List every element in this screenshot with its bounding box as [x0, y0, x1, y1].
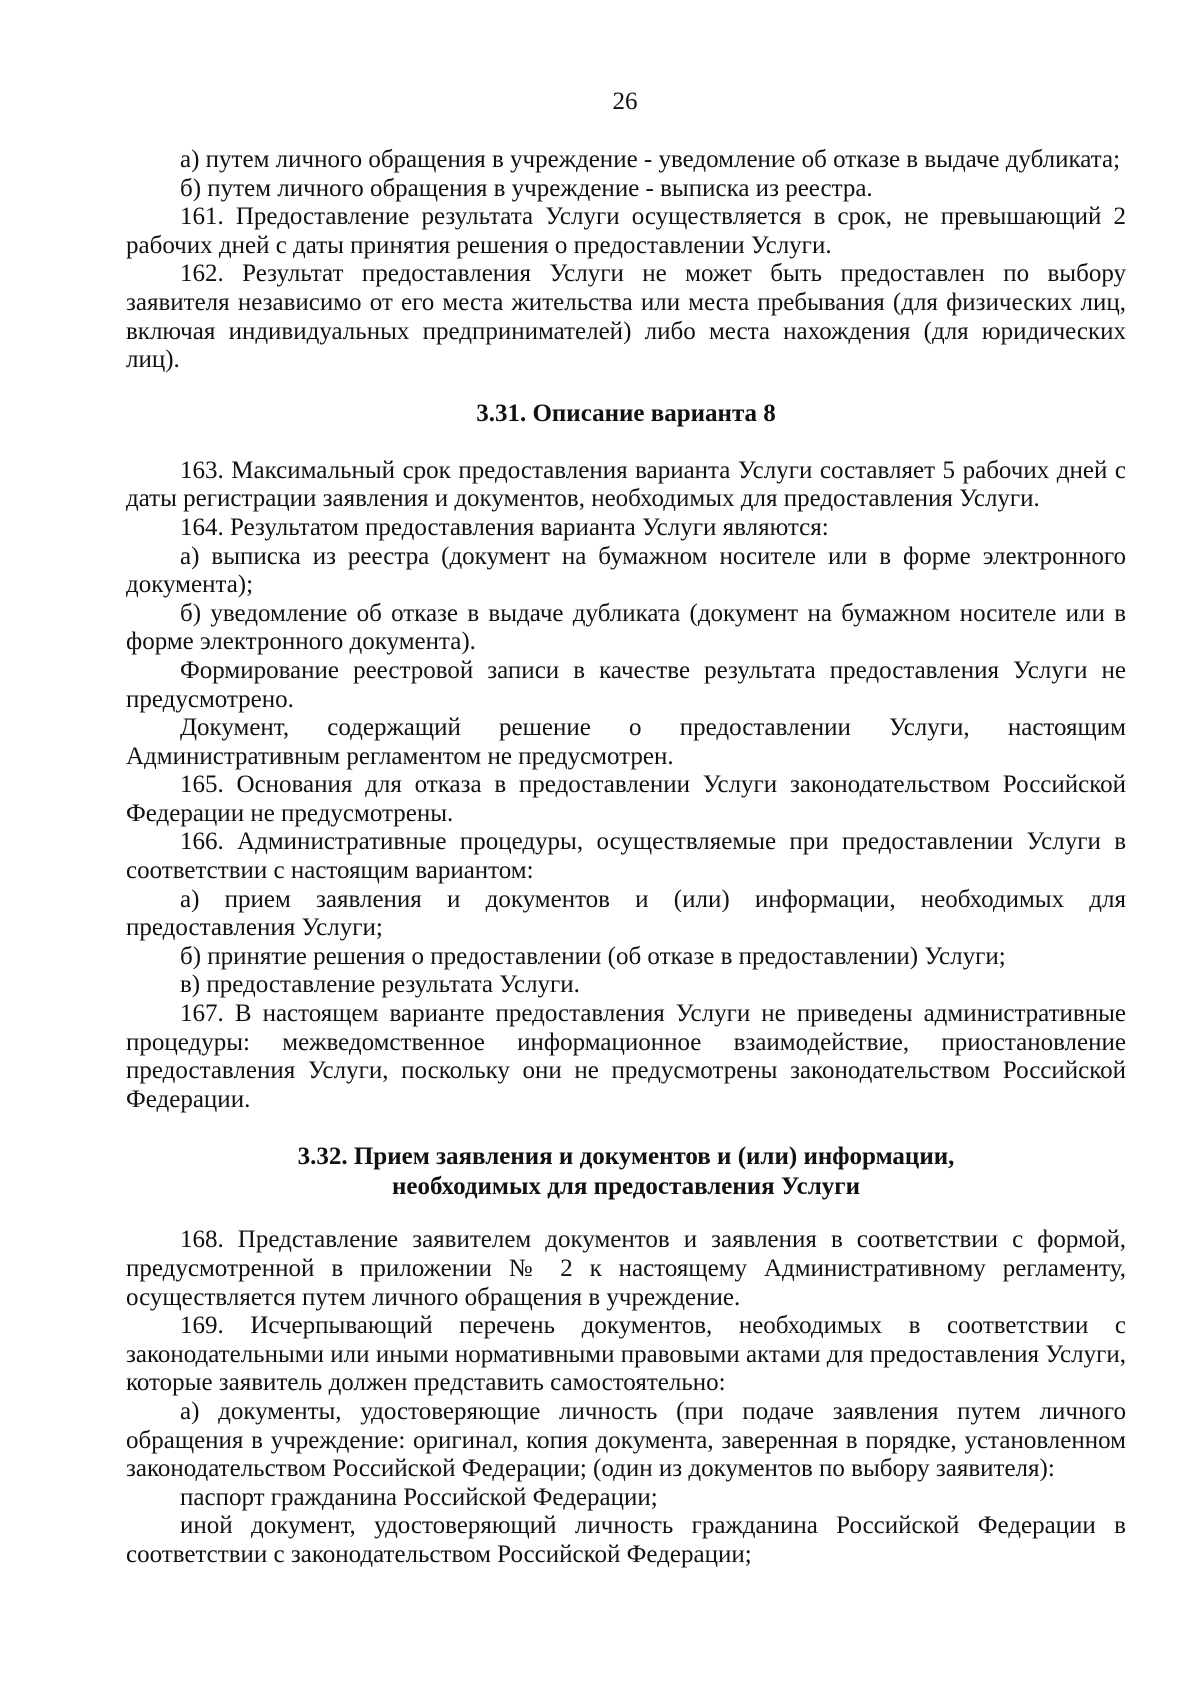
- paragraph-167: 167. В настоящем варианте предоставления Услуги не приведены административные процедуры: межведомственное информационное взаимодействие, приостановление предоставления Услуги, поскольку они не предусмотрены законодательством Российской Федерации.: [126, 1000, 1126, 1113]
- paragraph: б) уведомление об отказе в выдаче дубликата (документ на бумажном носителе или в форме электронного документа).: [126, 599, 1126, 656]
- paragraph: Формирование реестровой записи в качестве результата предоставления Услуги не предусмотрено.: [126, 656, 1126, 713]
- paragraph: а) путем личного обращения в учреждение - уведомление об отказе в выдаче дубликата;: [180, 146, 1121, 173]
- paragraph-164: 164. Результатом предоставления варианта Услуги являются:: [180, 513, 829, 541]
- section-heading-3-32: [126, 1142, 1126, 1202]
- paragraph-163: 163. Максимальный срок предоставления варианта Услуги составляет 5 рабочих дней с даты регистрации заявления и документов, необходимых для предоставления Услуги.: [126, 456, 1126, 513]
- paragraph: Документ, содержащий решение о предоставлении Услуги, настоящим Административным регламентом не предусмотрен.: [126, 714, 1126, 770]
- heading-line: необходимых для предоставления Услуги: [392, 1173, 860, 1201]
- paragraph: а) выписка из реестра (документ на бумажном носителе или в форме электронного документа);: [126, 542, 1126, 599]
- paragraph-162: 162. Результат предоставления Услуги не может быть предоставлен по выбору заявителя независимо от его места жительства или места пребывания (для физических лиц, включая индивидуальных предпринимателей) либо места нахождения (для юридических лиц).: [126, 260, 1126, 374]
- paragraph: а) документы, удостоверяющие личность (при подаче заявления путем личного обращения в учреждение: оригинал, копия документа, заверенная в порядке, установленном законодательством Российской Федерации; (один из документов по выбору заявителя):: [126, 1397, 1126, 1483]
- paragraph-168: 168. Представление заявителем документов и заявления в соответствии с формой, предусмотренной в приложении № 2 к настоящему Административному регламенту, осуществляется путем личного обращения в учреждение.: [126, 1226, 1126, 1311]
- paragraph: в) предоставление результата Услуги.: [180, 971, 580, 999]
- paragraph: б) путем личного обращения в учреждение - выписка из реестра.: [180, 174, 873, 202]
- document-body: [126, 146, 1126, 1570]
- heading-line: 3.32. Прием заявления и документов и (или) информации,: [297, 1143, 955, 1171]
- paragraph: паспорт гражданина Российской Федерации;: [180, 1483, 658, 1511]
- section-heading-3-31: 3.31. Описание варианта 8: [476, 399, 776, 427]
- paragraph-165: 165. Основания для отказа в предоставлении Услуги законодательством Российской Федерации не предусмотрены.: [126, 771, 1126, 827]
- paragraph-169: 169. Исчерпывающий перечень документов, необходимых в соответствии с законодательными или иными нормативными правовыми актами для предоставления Услуги, которые заявитель должен представить самостоятельно:: [126, 1312, 1126, 1397]
- page-number: 26: [612, 88, 638, 115]
- paragraph-166: 166. Административные процедуры, осуществляемые при предоставлении Услуги в соответствии с настоящим вариантом:: [126, 828, 1126, 885]
- paragraph: б) принятие решения о предоставлении (об отказе в предоставлении) Услуги;: [180, 942, 1006, 970]
- paragraph: а) прием заявления и документов и (или) информации, необходимых для предоставления Услуги;: [126, 885, 1126, 942]
- paragraph: иной документ, удостоверяющий личность гражданина Российской Федерации в соответствии с законодательством Российской Федерации;: [126, 1512, 1126, 1568]
- paragraph-161: 161. Предоставление результата Услуги осуществляется в срок, не превышающий 2 рабочих дней с даты принятия решения о предоставлении Услуги.: [126, 203, 1126, 259]
